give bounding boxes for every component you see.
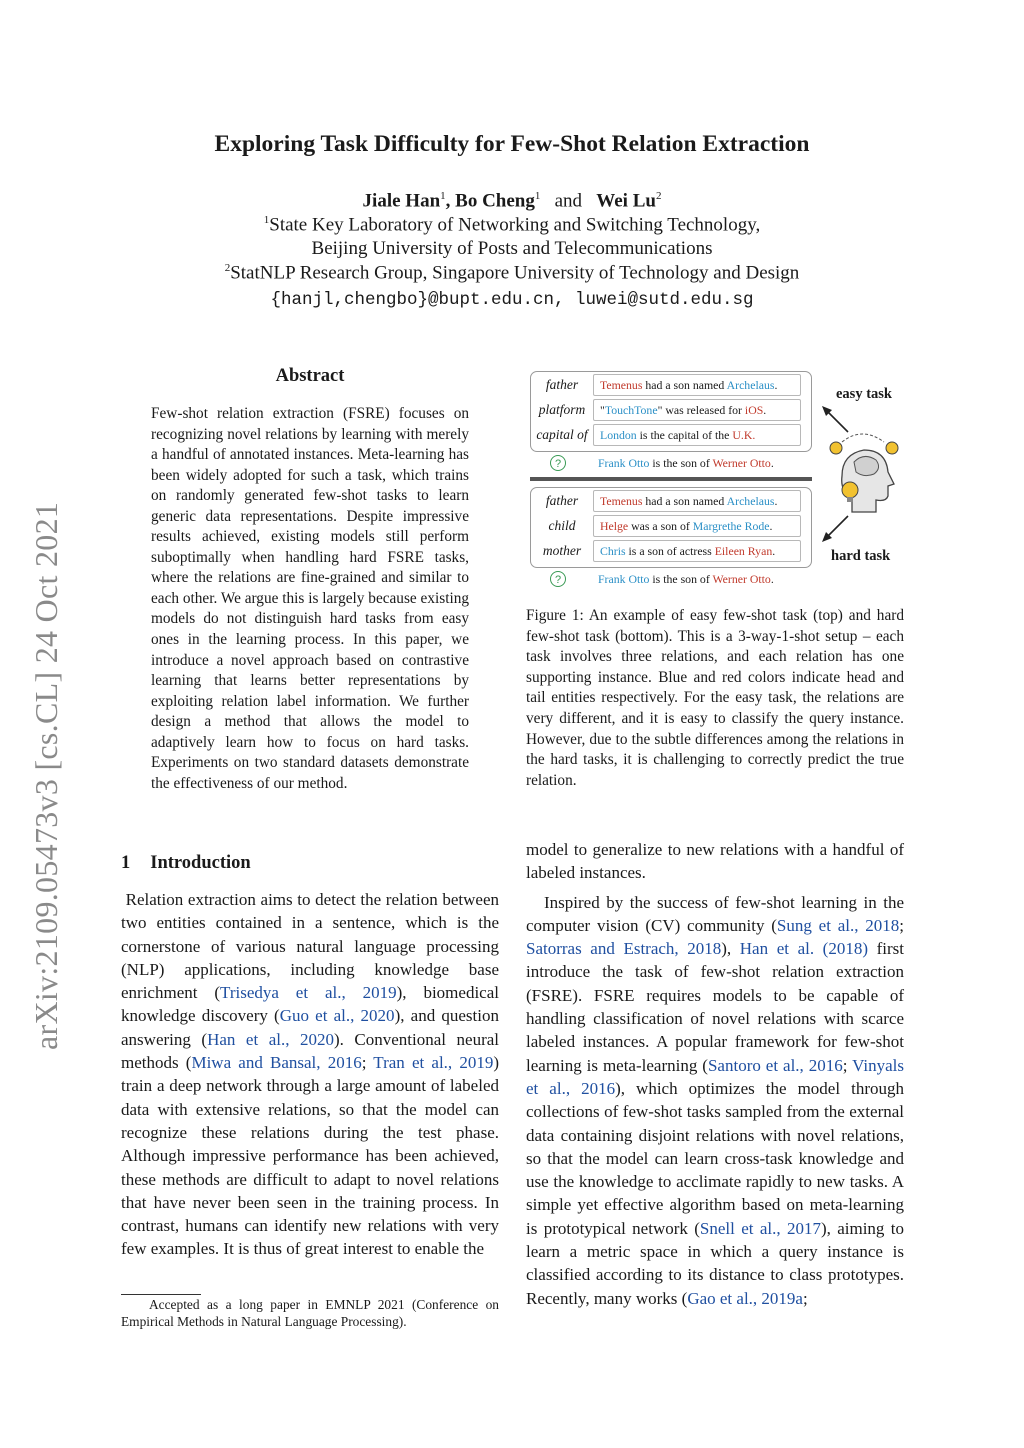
affiliation-1-line-2: Beijing University of Posts and Telecommunications: [311, 238, 713, 259]
footnote: Accepted as a long paper in EMNLP 2021 (Conference on Empirical Methods in Natural Language Processing).: [121, 1297, 499, 1329]
intro-paragraph-1: Relation extraction aims to detect the relation between two entities contained in a sentence, which is the cornerstone of various natural language processing (NLP) applications, including knowledge base enrichment (Trisedya et al., 2019), biomedical knowledge discovery (Guo et al., 2020), and question answering (Han et al., 2020). Conventional neural methods (Miwa and Bansal, 2016; Tran et al., 2019) train a deep network through a large amount of labeled data with extensive relations, so that the model can recognize these relations during the test phase. Although impressive performance has been achieved, these methods are difficult to adapt to novel relations that have never been seen in the training process. In contrast, humans can identify new relations with very few examples. It is thus of great interest to enable the: [121, 890, 500, 1259]
affiliation-1: [0, 214, 1024, 236]
intro-continuation: model to generalize to new relations with a handful of labeled instances.: [526, 840, 904, 883]
section-title: Introduction: [150, 853, 251, 873]
relation-label: mother: [542, 543, 582, 558]
author-conjunction: and: [554, 190, 583, 212]
affiliation-2: [0, 262, 1024, 284]
intro-paragraph-2: Inspired by the success of few-shot learning in the computer vision (CV) community (Sung et al., 2018; Satorras and Estrach, 2018), Han et al. (2018) first introduce the task of few-shot relation extraction (FSRE). FSRE requires models to be capable of handling classification of novel relations with scarce labeled instances. A popular framework for few-shot learning is meta-learning (Santoro et al., 2016; Vinyals et al., 2016), which optimizes the model through collections of few-shot tasks sampled from the external data containing disjoint relations with novel relations, so that the model can learn cross-task knowledge and use the knowledge to acclimate rapidly to new tasks. A simple yet effective algorithm based on meta-learning is prototypical network (Snell et al., 2017), aiming to learn a metric space in which a query instance is classified according to its distance to class prototypes. Recently, many works (Gao et al., 2019a;: [526, 892, 905, 1308]
support-sentence: Temenus had a son named Archelaus.: [593, 374, 801, 396]
support-sentence: "TouchTone" was released for iOS.: [593, 399, 801, 421]
abstract-text: Few-shot relation extraction (FSRE) focuses on recognizing novel relations by learning with merely a handful of annotated instances. Meta-learning has been widely adopted for such a task, which trains on randomly generated few-shot tasks to learn generic data representations. Despite impressive results achieved, existing models still perform suboptimally when handling hard FSRE tasks, where the relations are fine-grained and similar to each other. We argue this is largely because existing models do not distinguish hard tasks from easy ones in the learning process. In this paper, we introduce a novel approach based on contrastive learning that learns better representations by exploiting relation label information. We further design a method that allows the model to adaptively learn how to focus on hard tasks. Experiments on two standard datasets demonstrate the effectiveness of our method.: [151, 405, 469, 792]
support-sentence: Temenus had a son named Archelaus.: [593, 490, 801, 512]
support-row: [531, 515, 811, 537]
paper-title: Exploring Task Difficulty for Few-Shot Relation Extraction: [214, 131, 810, 157]
support-row: [531, 490, 811, 512]
citation-link[interactable]: Tran et al., 2019: [373, 1053, 494, 1073]
citation-link[interactable]: Vinyals et al., 2016: [526, 1055, 904, 1098]
question-icon: ?: [550, 571, 566, 587]
citation-link[interactable]: Miwa and Bansal, 2016: [191, 1053, 362, 1073]
citation-link[interactable]: Snell et al., 2017: [699, 1218, 821, 1238]
citation-link[interactable]: Sung et al., 2018: [776, 915, 900, 935]
support-row: [531, 399, 811, 421]
affiliation-text: StatNLP Research Group, Singapore University of Technology and Design: [230, 262, 800, 284]
citation-link[interactable]: Gao et al., 2019a: [687, 1288, 803, 1308]
author-affiliation-mark: 2: [655, 190, 662, 202]
citation-link[interactable]: Han et al. (2018): [739, 939, 868, 959]
abstract-heading: Abstract: [275, 366, 345, 386]
easy-task-panel: [530, 371, 812, 452]
support-row: [531, 374, 811, 396]
section-heading: [121, 853, 251, 874]
author-name: Wei Lu: [596, 190, 656, 212]
relation-label: platform: [538, 402, 586, 417]
support-sentence: London is the capital of the U.K.: [593, 424, 801, 446]
citation-link[interactable]: Satorras and Estrach, 2018: [526, 939, 722, 959]
figure-caption: Figure 1: An example of easy few-shot task (top) and hard few-shot task (bottom). This is a 3-way-1-shot setup – each task involves three relations, and each relation has one supporting instance. Blue and red colors indicate head and tail entities respectively. For the easy task, the relations are very different, and it is easy to classify the query instance. However, due to the subtle differences among the relations in the hard tasks, it is challenging to correctly predict the true relation.: [526, 607, 904, 789]
citation-link[interactable]: Guo et al., 2020: [279, 1006, 395, 1026]
footnote-rule: [121, 1294, 201, 1295]
relation-label: father: [545, 493, 579, 508]
author-emails: {hanjl,chengbo}@bupt.edu.cn, luwei@sutd.edu.sg: [270, 290, 754, 310]
arxiv-identifier: arXiv:2109.05473v3 [cs.CL] 24 Oct 2021: [28, 501, 64, 1050]
query-sentence: Frank Otto is the son of Werner Otto.: [598, 456, 774, 470]
affiliation-mark: 1: [263, 214, 270, 226]
easy-task-label: easy task: [836, 386, 892, 402]
relation-label: child: [548, 518, 576, 533]
relation-label: father: [545, 377, 579, 392]
hard-task-label: hard task: [831, 548, 891, 564]
affiliation-mark: 2: [224, 262, 231, 274]
intro-column-2: [526, 838, 904, 1310]
author-affiliation-mark: 1: [440, 190, 446, 202]
citation-link[interactable]: Han et al., 2020: [207, 1029, 334, 1049]
support-row: [531, 424, 811, 446]
citation-link[interactable]: Trisedya et al., 2019: [220, 983, 397, 1003]
question-icon: ?: [550, 455, 566, 471]
hard-task-panel: [530, 487, 812, 568]
thinking-head-icon: [812, 404, 912, 546]
relation-label: capital of: [536, 427, 588, 442]
support-sentence: Chris is a son of actress Eileen Ryan.: [593, 540, 801, 562]
citation-link[interactable]: Santoro et al., 2016: [707, 1055, 843, 1075]
affiliation-text: State Key Laboratory of Networking and Switching Technology,: [269, 214, 761, 236]
figure-divider: [530, 477, 812, 481]
support-row: [531, 540, 811, 562]
section-number: 1: [121, 853, 131, 873]
author-affiliation-mark: 1: [534, 190, 541, 202]
author-list: [0, 190, 1024, 212]
support-sentence: Helge was a son of Margrethe Rode.: [593, 515, 801, 537]
easy-query-row: [530, 453, 810, 475]
author-name: Jiale Han: [362, 190, 441, 212]
hard-query-row: [530, 569, 810, 591]
query-sentence: Frank Otto is the son of Werner Otto.: [598, 572, 774, 586]
author-name: , Bo Cheng: [445, 190, 535, 212]
